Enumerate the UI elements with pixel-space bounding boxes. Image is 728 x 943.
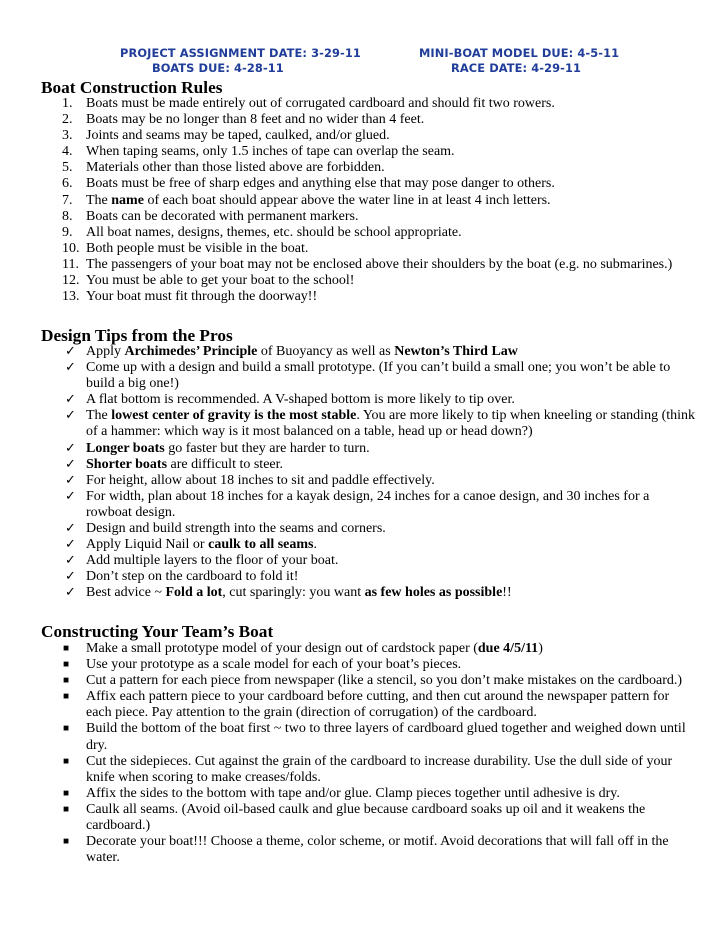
- design-tips-heading: Design Tips from the Pros: [41, 326, 233, 345]
- bullet-icon: ■: [63, 755, 70, 767]
- rule-item: [0, 225, 728, 241]
- rule-item: [0, 273, 728, 289]
- tip-item: [0, 473, 728, 489]
- rule-item: [0, 128, 728, 144]
- tip-text-bold: Longer boats: [86, 440, 165, 456]
- constructing-heading: Constructing Your Team’s Boat: [41, 622, 274, 641]
- step-text: [86, 641, 698, 657]
- tip-item: [0, 344, 728, 360]
- tip-text-bold: Fold a lot: [165, 585, 223, 601]
- rule-text: You must be able to get your boat to the school!: [86, 273, 355, 289]
- rule-number: 4.: [62, 144, 73, 160]
- step-item: [0, 689, 728, 721]
- constructing-steps-list: [0, 641, 728, 866]
- rule-text: Boats may be no longer than 8 feet and no wider than 4 feet.: [86, 112, 425, 128]
- tip-text-part: Best advice ~: [86, 585, 166, 601]
- tip-item: [0, 537, 728, 553]
- rule-item: [0, 144, 728, 160]
- rule-item: [0, 96, 728, 112]
- checkmark-icon: ✓: [65, 456, 76, 472]
- tip-text-part: Apply: [86, 344, 125, 359]
- bullet-icon: ■: [63, 723, 70, 735]
- rule-text: [86, 193, 551, 209]
- step-text-bold: due 4/5/11: [477, 641, 539, 656]
- tip-text: [86, 537, 696, 553]
- tip-item: [0, 392, 728, 408]
- tip-text-bold: as few holes as possible: [364, 585, 503, 601]
- rule-number: 9.: [62, 224, 73, 240]
- bullet-icon: ■: [63, 836, 70, 848]
- step-text: Cut a pattern for each piece from newspaper (like a stencil, so you don’t make mistakes on the cardboard.): [86, 673, 683, 689]
- rule-item: [0, 209, 728, 225]
- tip-text: Design and build strength into the seams and corners.: [86, 521, 386, 537]
- checkmark-icon: ✓: [65, 553, 76, 569]
- tip-item: [0, 585, 728, 601]
- step-item: [0, 721, 728, 753]
- step-item: [0, 834, 728, 866]
- rule-number: 2.: [62, 112, 73, 128]
- checkmark-icon: ✓: [65, 472, 76, 488]
- tip-text-part: go faster but they are harder to turn.: [164, 440, 370, 456]
- tip-text-part: of Buoyancy as well as: [257, 344, 395, 359]
- checkmark-icon: ✓: [65, 344, 76, 359]
- design-tips-list: [0, 344, 728, 602]
- tip-text-part: !!: [502, 585, 512, 601]
- rule-number: 11.: [62, 256, 79, 272]
- rule-number: 13.: [62, 289, 80, 305]
- tip-text: Add multiple layers to the floor of your boat.: [86, 553, 339, 569]
- rules-list: [0, 96, 728, 305]
- rule-text-bold: name: [111, 192, 144, 208]
- rule-text: Joints and seams may be taped, caulked, and/or glued.: [86, 128, 390, 144]
- tip-text: [86, 344, 696, 360]
- tip-text-bold: Newton’s Third Law: [394, 344, 518, 359]
- rule-text-post: of each boat should appear above the water line in at least 4 inch letters.: [143, 192, 551, 208]
- checkmark-icon: ✓: [65, 440, 76, 456]
- checkmark-icon: ✓: [65, 569, 76, 585]
- tip-text: A flat bottom is recommended. A V-shaped bottom is more likely to tip over.: [86, 392, 515, 408]
- tip-text-part: The: [86, 408, 112, 424]
- step-text: Use your prototype as a scale model for each of your boat’s pieces.: [86, 657, 462, 673]
- rule-item: [0, 257, 728, 273]
- step-item: [0, 754, 728, 786]
- checkmark-icon: ✓: [65, 537, 76, 553]
- tip-text: [86, 408, 696, 440]
- bullet-icon: ■: [63, 659, 70, 671]
- rule-item: [0, 193, 728, 209]
- bullet-icon: ■: [63, 675, 70, 687]
- rule-text: Your boat must fit through the doorway!!: [86, 289, 318, 305]
- tip-item: [0, 569, 728, 585]
- step-text-part: ): [538, 641, 543, 656]
- mini-boat-due-date: MINI-BOAT MODEL DUE: 4-5-11: [419, 46, 620, 60]
- step-item: [0, 641, 728, 657]
- rule-number: 10.: [62, 240, 80, 256]
- tip-text-bold: lowest center of gravity is the most stable: [111, 408, 357, 424]
- tip-item: [0, 457, 728, 473]
- bullet-icon: ■: [63, 643, 70, 654]
- bullet-icon: ■: [63, 803, 70, 815]
- rule-text: All boat names, designs, themes, etc. should be school appropriate.: [86, 224, 462, 240]
- rule-text: When taping seams, only 1.5 inches of tape can overlap the seam.: [86, 144, 455, 160]
- step-text: Affix the sides to the bottom with tape and/or glue. Clamp pieces together until adhesive is dry.: [86, 785, 620, 801]
- step-text: Affix each pattern piece to your cardboard before cutting, and then cut around the newspaper pattern for each piece. Pay attention to the grain (direction of corrugation) of the cardboard.: [86, 689, 670, 721]
- rule-item: [0, 289, 728, 305]
- step-text-part: Make a small prototype model of your design out of cardstock paper (: [86, 641, 478, 656]
- step-item: [0, 657, 728, 673]
- tip-item: [0, 360, 728, 392]
- rule-number: 1.: [62, 96, 73, 111]
- tip-text-bold: caulk to all seams: [208, 537, 314, 553]
- rule-text: Boats must be made entirely out of corrugated cardboard and should fit two rowers.: [86, 96, 555, 111]
- bullet-icon: ■: [63, 787, 70, 799]
- rule-text: Boats must be free of sharp edges and anything else that may pose danger to others.: [86, 176, 555, 192]
- rule-text: The passengers of your boat may not be enclosed above their shoulders by the boat (e.g. no submarines.): [86, 256, 673, 272]
- checkmark-icon: ✓: [65, 521, 76, 537]
- project-assignment-date: PROJECT ASSIGNMENT DATE: 3-29-11: [120, 46, 361, 60]
- rule-number: 7.: [62, 192, 73, 208]
- tip-text: For height, allow about 18 inches to sit and paddle effectively.: [86, 472, 435, 488]
- rules-heading: Boat Construction Rules: [41, 78, 223, 97]
- checkmark-icon: ✓: [65, 392, 76, 408]
- boats-due-date: BOATS DUE: 4-28-11: [152, 61, 284, 75]
- rule-text: Boats can be decorated with permanent markers.: [86, 208, 359, 224]
- step-item: [0, 673, 728, 689]
- rule-text-pre: The: [86, 192, 112, 208]
- tip-item: [0, 521, 728, 537]
- rule-number: 6.: [62, 176, 73, 192]
- tip-text-bold: Archimedes’ Principle: [124, 344, 258, 359]
- step-item: [0, 802, 728, 834]
- rule-text: Both people must be visible in the boat.: [86, 240, 309, 256]
- rule-number: 8.: [62, 208, 73, 224]
- tip-text-part: , cut sparingly: you want: [222, 585, 365, 601]
- step-text: Cut the sidepieces. Cut against the grain of the cardboard to increase durability. Use the dull side of your knife when scoring to make creases/folds.: [86, 753, 673, 785]
- checkmark-icon: ✓: [65, 585, 76, 601]
- rule-text: Materials other than those listed above are forbidden.: [86, 160, 385, 176]
- tip-item: [0, 408, 728, 440]
- tip-text-part: . You are more likely to tip when kneeling or standing (think of a hammer: which way is it most balanced on a table, head up or head down?): [86, 408, 696, 440]
- tip-text: For width, plan about 18 inches for a kayak design, 24 inches for a canoe design, and 30 inches for a rowboat design.: [86, 488, 650, 520]
- step-text: Build the bottom of the boat first ~ two to three layers of cardboard glued together and weighed down until dry.: [86, 721, 686, 753]
- rule-item: [0, 176, 728, 192]
- rule-item: [0, 112, 728, 128]
- tip-text: [86, 585, 696, 601]
- tip-text-part: .: [313, 537, 317, 553]
- tip-text: [86, 441, 696, 457]
- tip-text: Don’t step on the cardboard to fold it!: [86, 569, 299, 585]
- tip-item: [0, 489, 728, 521]
- tip-text-part: Apply Liquid Nail or: [86, 537, 209, 553]
- checkmark-icon: ✓: [65, 408, 76, 424]
- rule-number: 12.: [62, 273, 80, 289]
- race-date: RACE DATE: 4-29-11: [451, 61, 582, 75]
- step-item: [0, 786, 728, 802]
- step-text: Caulk all seams. (Avoid oil-based caulk and glue because cardboard soaks up oil and it weakens the cardboard.): [86, 801, 646, 834]
- rule-number: 3.: [62, 128, 73, 144]
- rule-number: 5.: [62, 160, 73, 176]
- step-text: Decorate your boat!!! Choose a theme, color scheme, or motif. Avoid decorations that will fall off in the water.: [86, 834, 669, 866]
- tip-text-bold: Shorter boats: [86, 456, 168, 472]
- rule-item: [0, 241, 728, 257]
- tip-item: [0, 553, 728, 569]
- bullet-icon: ■: [63, 691, 70, 703]
- checkmark-icon: ✓: [65, 488, 76, 504]
- tip-text-part: are difficult to steer.: [167, 456, 284, 472]
- rule-item: [0, 160, 728, 176]
- checkmark-icon: ✓: [65, 360, 76, 376]
- tip-text: Come up with a design and build a small prototype. (If you can’t build a small one; you won’t be able to build a big one!): [86, 360, 671, 392]
- tip-item: [0, 441, 728, 457]
- tip-text: [86, 457, 696, 473]
